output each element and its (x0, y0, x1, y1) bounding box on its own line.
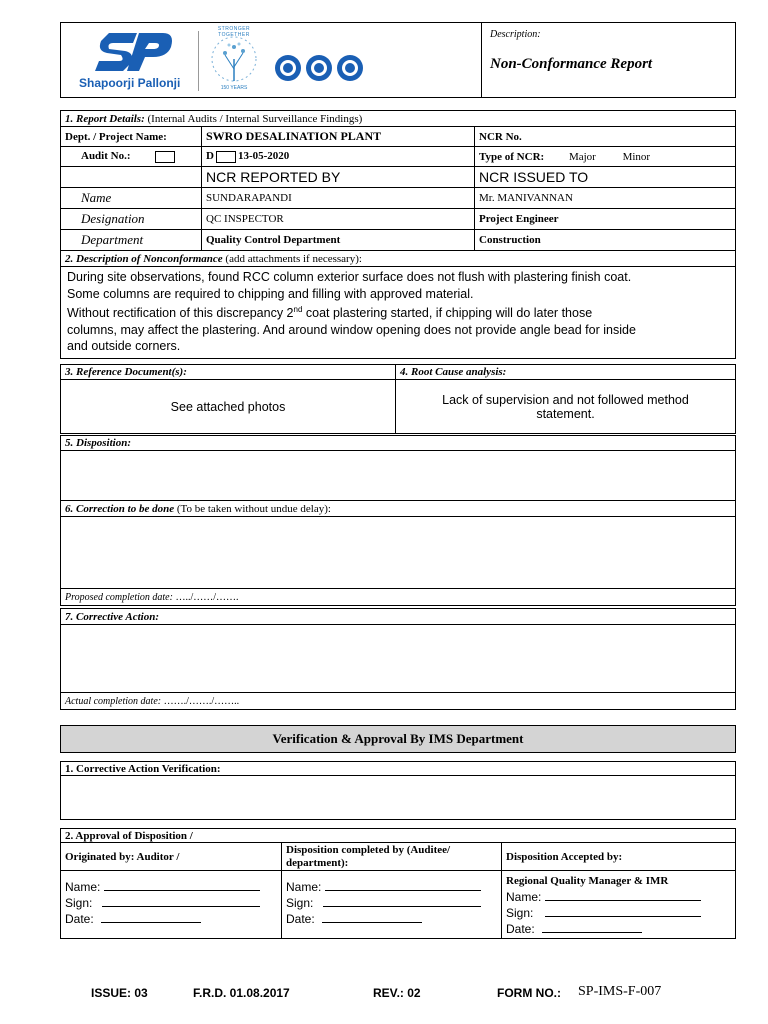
date-cell (202, 147, 475, 167)
department-label: Department (61, 230, 202, 251)
orig-name-row (65, 879, 277, 895)
orig-name-label: Name: (65, 880, 101, 894)
originated-title: Originated by: Auditor / (61, 843, 282, 871)
orig-name-field[interactable] (104, 890, 260, 891)
company-name: Shapoorji Pallonji (79, 76, 181, 90)
reported-designation: QC INSPECTOR (202, 209, 475, 230)
proposed-date-cell (61, 589, 736, 606)
acc-name-label: Name: (506, 890, 542, 904)
desc-line-5: and outside corners. (67, 339, 181, 354)
comp-sign-field[interactable] (323, 906, 481, 907)
approval-heading: 2. Approval of Disposition / (61, 829, 736, 843)
correction-field[interactable] (61, 517, 736, 589)
completed-signoff (282, 871, 502, 939)
actual-date-cell (61, 693, 736, 710)
audit-no-label: Audit No.: (81, 150, 131, 163)
verification-banner: Verification & Approval By IMS Department (60, 725, 736, 753)
description-label: Description: (490, 29, 541, 40)
section6-note: (To be taken without undue delay): (176, 502, 331, 515)
acc-sign-label: Sign: (506, 906, 534, 920)
accepted-subtitle: Regional Quality Manager & IMR (506, 875, 669, 887)
desc-line-1: During site observations, found RCC column exterior surface does not flush with plastering finish coat. (67, 270, 632, 284)
footer-rev: REV.: 02 (373, 986, 421, 1000)
approval-table (60, 828, 736, 939)
accepted-title: Disposition Accepted by: (502, 843, 736, 871)
desc-line-3 (67, 302, 729, 322)
date-value: 13-05-2020 (237, 150, 290, 163)
section6-heading: 6. Correction to be done (65, 502, 175, 515)
issued-to-label: NCR ISSUED TO (475, 167, 736, 188)
issued-department: Construction (475, 230, 736, 251)
desc-line-3-sup: nd (293, 305, 303, 314)
orig-sign-field[interactable] (102, 906, 260, 907)
comp-name-row (286, 879, 497, 895)
issued-name: Mr. MANIVANNAN (475, 188, 736, 209)
date-prefix: D (206, 150, 214, 163)
dept-value: SWRO DESALINATION PLANT (202, 127, 475, 147)
proposed-date-value[interactable]: …../……/……. (175, 591, 239, 603)
orig-sign-row (65, 895, 277, 911)
type-major[interactable]: Major (568, 150, 596, 163)
comp-date-label: Date: (286, 912, 315, 926)
originated-signoff (61, 871, 282, 939)
acc-sign-row (506, 905, 731, 921)
certification-logos (273, 53, 365, 88)
orig-date-label: Date: (65, 912, 94, 926)
disposition-field[interactable] (61, 451, 736, 501)
comp-sign-label: Sign: (286, 896, 314, 910)
desc-line-2: Some columns are required to chipping and filling with approved material. (67, 286, 474, 301)
section1-heading: 1. Report Details: (65, 112, 145, 125)
orig-date-field[interactable] (101, 922, 201, 923)
designation-label: Designation (61, 209, 202, 230)
anniversary-text: STRONGER TOGETHER (217, 26, 251, 38)
comp-date-field[interactable] (322, 922, 422, 923)
dept-label: Dept. / Project Name: (61, 127, 202, 147)
desc-line-3b: coat plastering started, if chipping will do later those (302, 306, 593, 321)
reported-by-label: NCR REPORTED BY (202, 167, 475, 188)
reported-name: SUNDARAPANDI (202, 188, 475, 209)
corrective-action-table (60, 608, 736, 710)
cav-heading: 1. Corrective Action Verification: (61, 762, 736, 776)
sp-logo (79, 29, 189, 93)
comp-name-field[interactable] (325, 890, 481, 891)
actual-date-value[interactable]: ……./……./…….. (163, 695, 240, 707)
anniversary-emblem (203, 29, 265, 93)
section2-note: (add attachments if necessary): (225, 252, 362, 265)
section4-heading: 4. Root Cause analysis: (396, 365, 736, 380)
verification-table (60, 761, 736, 820)
acc-date-field[interactable] (542, 932, 642, 933)
orig-sign-label: Sign: (65, 896, 93, 910)
comp-name-label: Name: (286, 880, 322, 894)
audit-no-cell (61, 147, 202, 167)
footer-form-label: FORM NO.: (497, 986, 561, 1000)
corrective-action-field[interactable] (61, 625, 736, 693)
correction-table (60, 500, 736, 606)
acc-sign-field[interactable] (545, 916, 701, 917)
section2-heading: 2. Description of Nonconformance (65, 252, 223, 265)
completed-title: Disposition completed by (Auditee/ department): (282, 843, 502, 871)
issued-designation: Project Engineer (475, 209, 736, 230)
report-title: Non-Conformance Report (490, 56, 653, 72)
footer-issue: ISSUE: 03 (91, 986, 148, 1000)
type-minor[interactable]: Minor (622, 150, 651, 163)
name-label: Name (61, 188, 202, 209)
title-cell (482, 23, 736, 98)
audit-no-input[interactable] (155, 151, 175, 163)
comp-sign-row (286, 895, 497, 911)
reported-department: Quality Control Department (202, 230, 475, 251)
header-table (60, 22, 736, 98)
certification-badges-icon (273, 53, 365, 83)
acc-date-label: Date: (506, 922, 535, 936)
section3-heading: 3. Reference Document(s): (61, 365, 396, 380)
accepted-signoff (502, 871, 736, 939)
sp-logo-icon (79, 29, 189, 73)
nonconformance-heading-cell (61, 251, 736, 267)
disposition-table (60, 435, 736, 501)
comp-date-row (286, 911, 497, 927)
proposed-date-label: Proposed completion date: (65, 591, 173, 603)
report-details-table (60, 110, 736, 359)
orig-date-row (65, 911, 277, 927)
anniversary-years: 150 YEARS (220, 85, 248, 91)
actual-date-label: Actual completion date: (65, 695, 162, 707)
acc-name-row (506, 889, 731, 905)
type-label: Type of NCR: (479, 150, 545, 163)
reference-rootcause-table (60, 364, 736, 434)
footer-form-value: SP-IMS-F-007 (578, 984, 662, 999)
section7-heading: 7. Corrective Action: (61, 609, 736, 625)
desc-line-4: columns, may affect the plastering. And around window opening does not provide angle bead for inside (67, 322, 636, 337)
section1-note: (Internal Audits / Internal Surveillance Findings) (147, 112, 363, 125)
cav-field[interactable] (61, 776, 736, 820)
section6-heading-cell (61, 501, 736, 517)
type-cell (475, 147, 736, 167)
acc-date-row (506, 921, 731, 937)
ncr-no-label: NCR No. (475, 127, 736, 147)
rootcause-value: Lack of supervision and not followed method statement. (396, 380, 736, 434)
desc-line-3a: Without rectification of this discrepancy 2 (67, 306, 294, 321)
date-input[interactable] (216, 151, 236, 163)
blank-cell (61, 167, 202, 188)
acc-name-field[interactable] (545, 900, 701, 901)
report-details-heading (61, 111, 736, 127)
divider-line (198, 31, 199, 91)
reference-value: See attached photos (61, 380, 396, 434)
nonconformance-description (61, 267, 736, 359)
logo-cell (61, 23, 482, 98)
section5-heading: 5. Disposition: (61, 436, 736, 451)
footer-frd: F.R.D. 01.08.2017 (193, 986, 290, 1000)
anniversary-tree-icon (203, 29, 265, 93)
